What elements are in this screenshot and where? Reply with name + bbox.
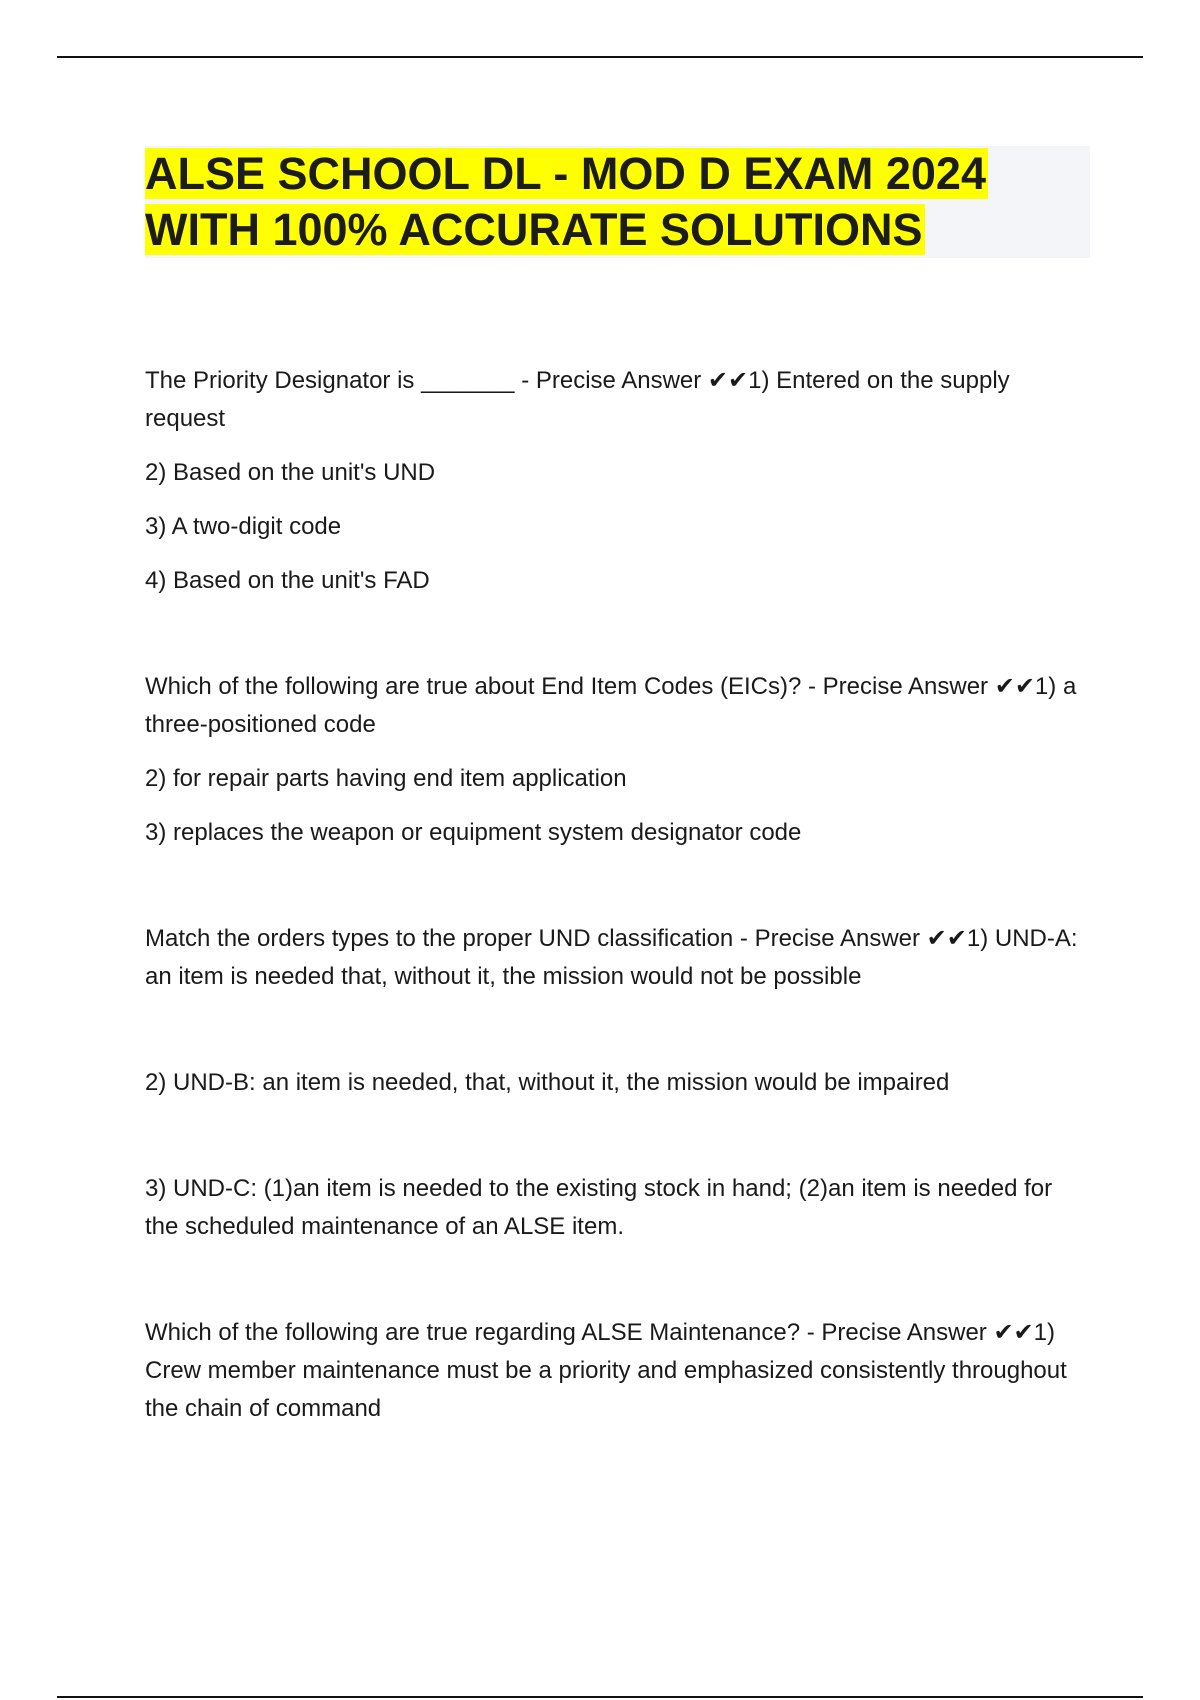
title-block: [145, 146, 1090, 258]
question-4: [145, 1314, 1085, 1428]
question-1-stem: The Priority Designator is _______ - Precise Answer ✔✔1) Entered on the supply request: [145, 367, 1010, 432]
question-2-item-3: 3) replaces the weapon or equipment system designator code: [145, 819, 802, 846]
question-3-item-2: 2) UND-B: an item is needed, that, without it, the mission would be impaired: [145, 1069, 950, 1096]
question-1: [145, 362, 1085, 600]
document-body: [145, 362, 1085, 1428]
question-2-item-2: 2) for repair parts having end item application: [145, 765, 627, 792]
page-title: [145, 146, 1090, 258]
question-4-stem: Which of the following are true regarding ALSE Maintenance? - Precise Answer ✔✔1) Crew member maintenance must be a priority and emphasized consistently throughout the chain of command: [145, 1319, 1067, 1422]
top-rule: [57, 56, 1143, 58]
question-3-stem: Match the orders types to the proper UND classification - Precise Answer ✔✔1) UND-A: an item is needed that, without it, the mission would not be possible: [145, 925, 1078, 990]
bottom-rule: [57, 1696, 1143, 1698]
question-3-item-3: 3) UND-C: (1)an item is needed to the existing stock in hand; (2)an item is needed for the scheduled maintenance of an ALSE item.: [145, 1175, 1053, 1240]
question-1-item-3: 3) A two-digit code: [145, 513, 342, 540]
question-1-item-4: 4) Based on the unit's FAD: [145, 567, 430, 594]
question-1-item-2: 2) Based on the unit's UND: [145, 459, 436, 486]
question-3: [145, 920, 1085, 1246]
title-line-2: WITH 100% ACCURATE SOLUTIONS: [145, 204, 923, 255]
title-line-1: ALSE SCHOOL DL - MOD D EXAM 2024: [145, 148, 986, 199]
question-2: [145, 668, 1085, 852]
question-2-stem: Which of the following are true about End Item Codes (EICs)? - Precise Answer ✔✔1) a three-positioned code: [145, 673, 1077, 738]
